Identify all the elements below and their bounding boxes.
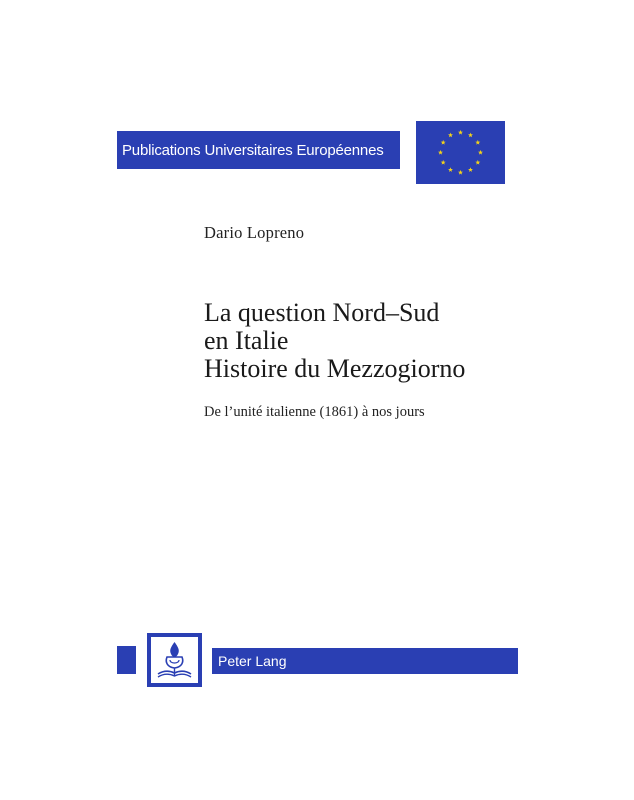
title-line-1: La question Nord–Sud [204, 298, 440, 327]
title-line-3: Histoire du Mezzogiorno [204, 354, 466, 383]
star-icon [458, 170, 463, 175]
publisher-logo-icon [147, 633, 202, 687]
publisher-banner [212, 648, 518, 674]
star-icon [441, 140, 446, 145]
publisher-name: Peter Lang [218, 653, 287, 669]
star-icon [475, 140, 480, 145]
series-banner [117, 131, 400, 169]
author-name: Dario Lopreno [204, 223, 305, 242]
book-subtitle: De l’unité italienne (1861) à nos jours [204, 404, 425, 420]
star-icon [468, 167, 473, 172]
star-icon [468, 133, 473, 138]
star-icon [448, 133, 453, 138]
title-line-2: en Italie [204, 326, 289, 355]
star-icon [441, 160, 446, 165]
decorative-block [117, 646, 136, 674]
star-icon [448, 167, 453, 172]
star-icon [438, 150, 443, 155]
eu-flag-icon [416, 121, 505, 184]
book-title [204, 299, 465, 383]
star-icon [458, 130, 463, 135]
series-name: Publications Universitaires Européennes [122, 141, 384, 159]
star-icon [475, 160, 480, 165]
star-icon [478, 150, 483, 155]
